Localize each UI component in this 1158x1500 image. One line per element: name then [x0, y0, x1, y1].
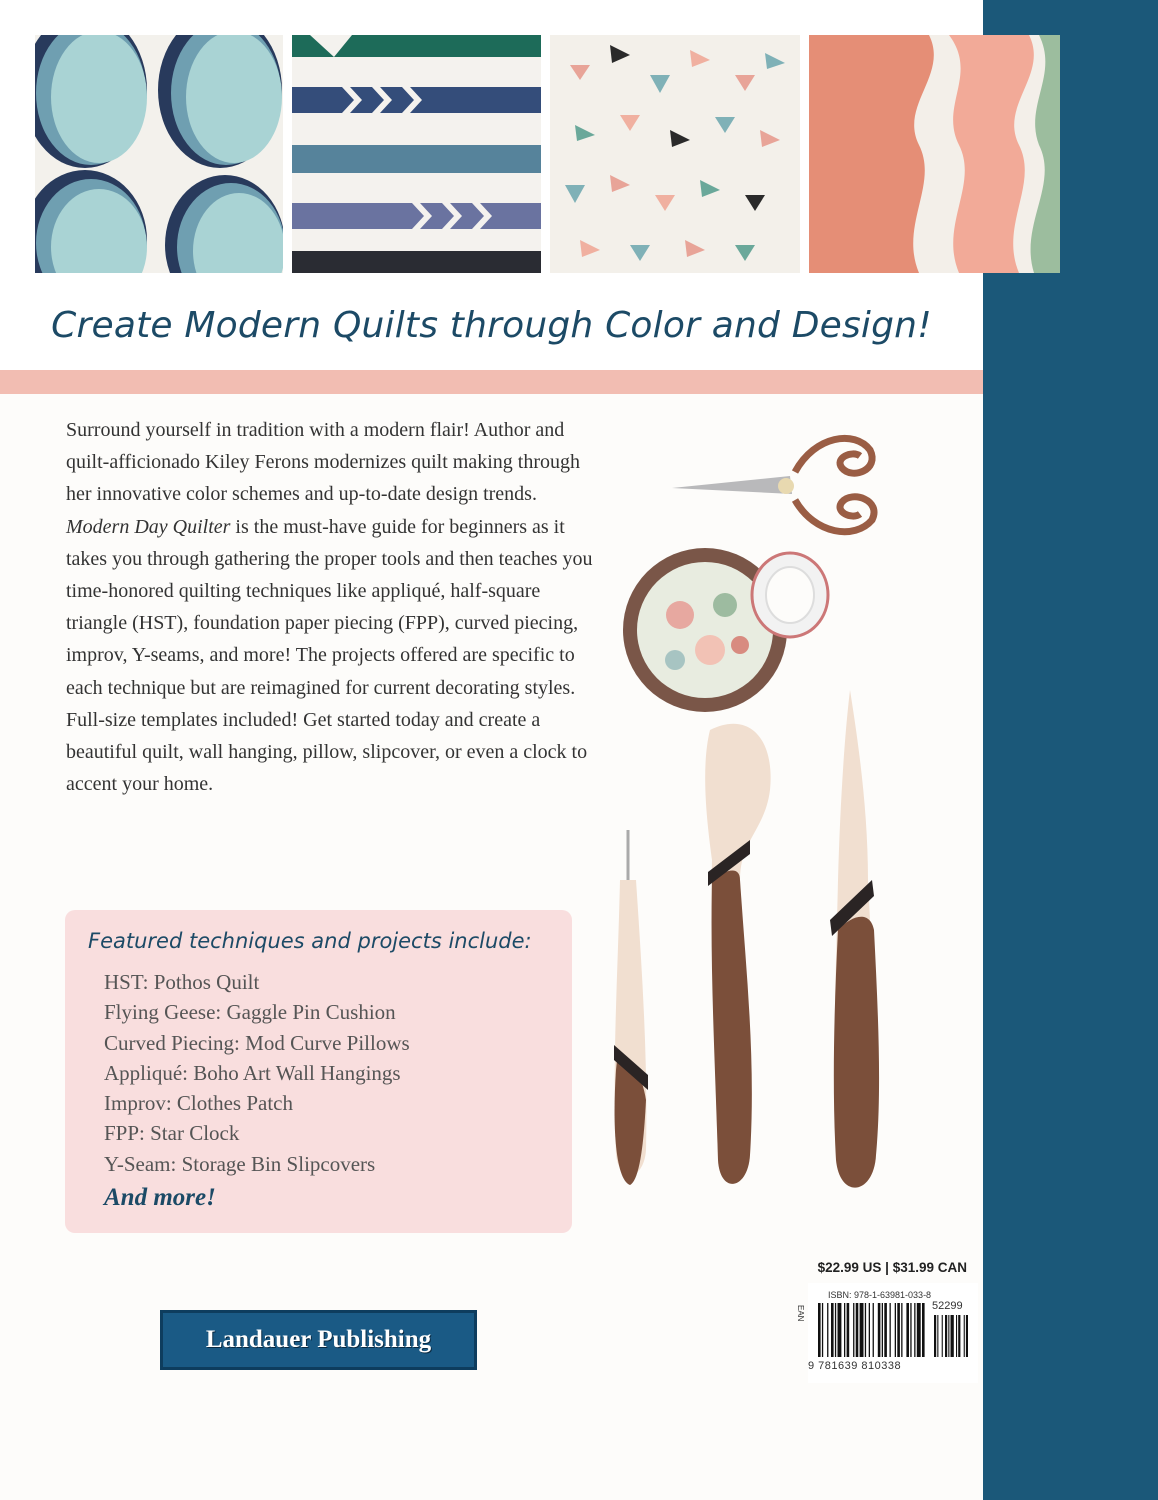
features-list — [104, 967, 410, 1179]
feature-item: Curved Piecing: Mod Curve Pillows — [104, 1030, 410, 1055]
features-title: Featured techniques and projects include: — [88, 929, 532, 953]
quilt-stars-photo — [550, 35, 800, 273]
description-text-start: Surround yourself in tradition with a modern flair! Author and quilt-afficionado Kiley Ferons modernizes quilt making through her innovative color schemes and up-to-date design trends. — [66, 419, 580, 506]
ean-digits: 9 781639 810338 — [808, 1360, 902, 1372]
feature-item: Y-Seam: Storage Bin Slipcovers — [104, 1151, 376, 1176]
quilt-circles-photo — [35, 35, 283, 273]
divider-band — [0, 370, 983, 394]
book-title: Modern Day Quilter — [66, 515, 231, 538]
publisher-name: Landauer Publishing — [205, 1326, 432, 1353]
description-text-end: is the must-have guide for beginners as it takes you through gathering the proper tools and then teaches you time-honored quilting techniques like appliqué, half-square triangle (HST), foundation paper piecing (FPP), curved piecing, improv, Y-seams, and more! The projects offered are specific to each technique but are reimagined for current decorating styles. Full-size templates included! Get started today and create a beautiful quilt, wall hanging, pillow, slipcover, or even a clock to accent your home. — [66, 515, 593, 796]
addon-code: 52299 — [932, 1300, 963, 1312]
publisher-logo — [160, 1310, 477, 1370]
isbn-text: ISBN: 978-1-63981-033-8 — [828, 1290, 932, 1300]
book-description — [66, 414, 596, 800]
price-label: $22.99 US | $31.99 CAN — [817, 1260, 967, 1275]
ean-label: EAN — [796, 1305, 805, 1322]
feature-item: Flying Geese: Gaggle Pin Cushion — [104, 1000, 396, 1025]
headline: Create Modern Quilts through Color and Design! — [51, 305, 932, 346]
feature-item: Appliqué: Boho Art Wall Hangings — [104, 1060, 401, 1085]
barcode-graphic — [818, 1303, 968, 1359]
quilt-curves-photo — [809, 35, 1060, 273]
features-more: And more! — [104, 1184, 216, 1211]
feature-item: FPP: Star Clock — [104, 1121, 240, 1146]
feature-item: HST: Pothos Quilt — [104, 970, 260, 994]
feature-item: Improv: Clothes Patch — [104, 1091, 293, 1116]
quilt-arrows-photo — [292, 35, 541, 273]
sewing-tools-photo — [590, 410, 983, 1200]
